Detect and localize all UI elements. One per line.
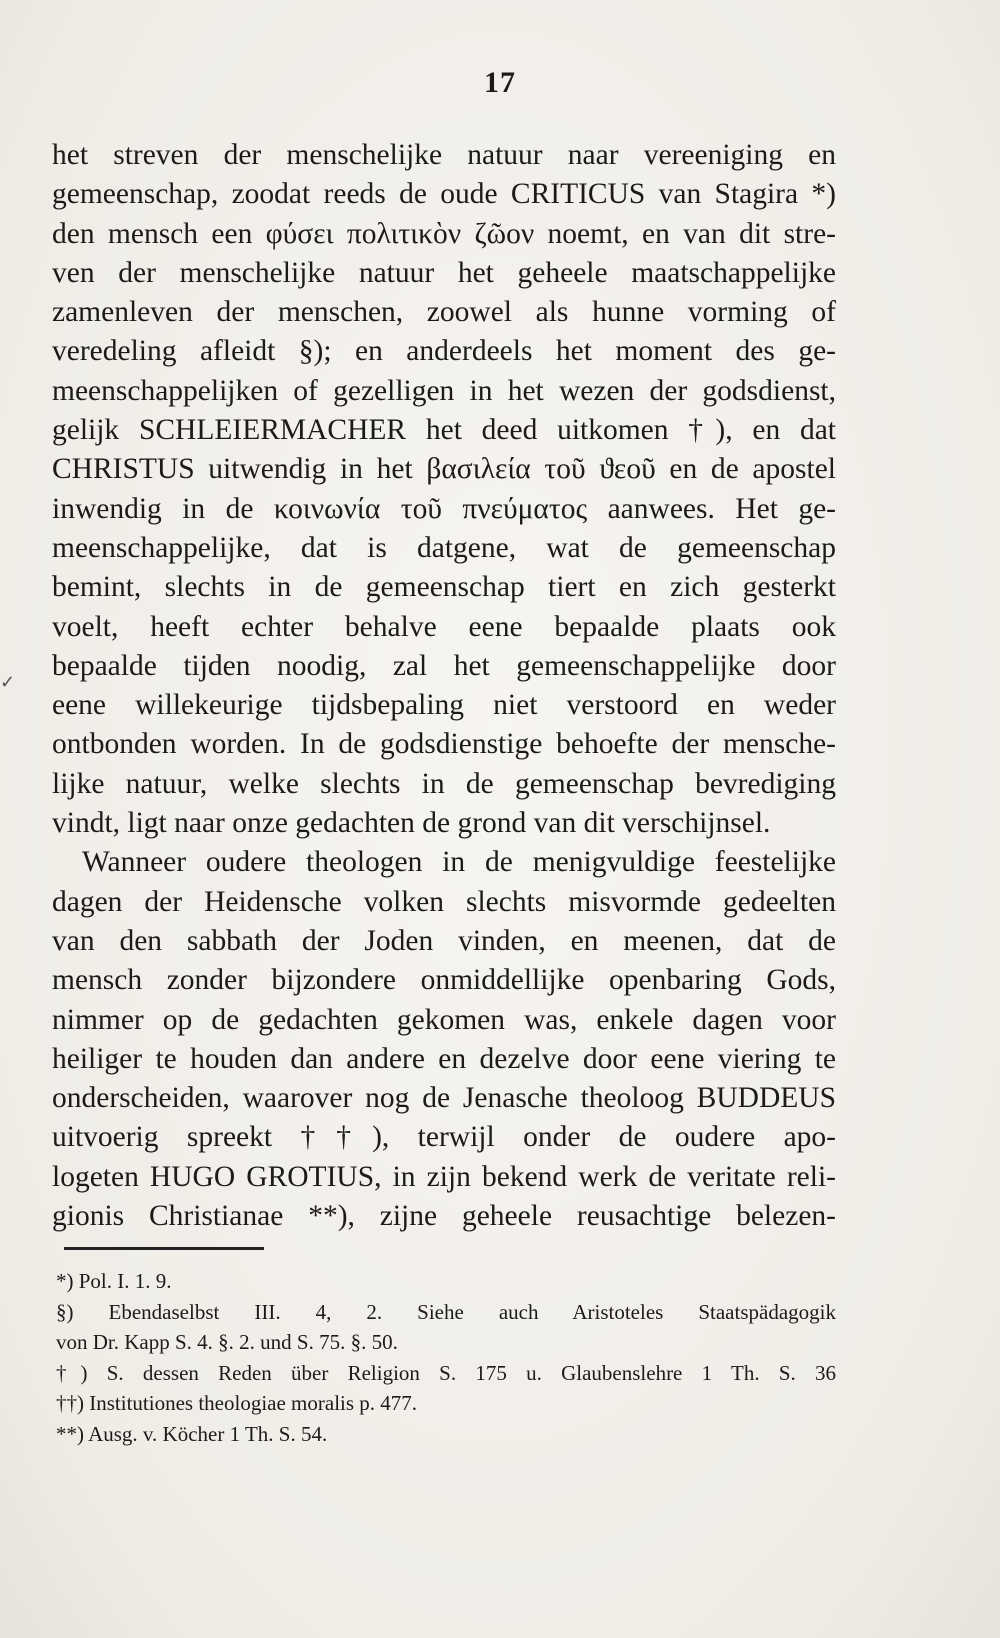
- body-line: CHRISTUS uitwendig in het βασιλεία τοῦ ϑεοῦ en de apostel: [52, 453, 836, 486]
- body-line: gionis Christianae **), zijne geheele reusachtige belezen-: [52, 1200, 836, 1233]
- footnotes: [56, 1266, 836, 1449]
- footnote: ††) Institutiones theologiae moralis p. 477.: [56, 1391, 418, 1415]
- body-line: ven der menschelijke natuur het geheele maatschappelijke: [52, 256, 836, 289]
- footnote-continuation: von Dr. Kapp S. 4. §. 2. und S. 75. §. 50.: [56, 1330, 398, 1354]
- body-line: veredeling afleidt §); en anderdeels het moment des ge-: [52, 335, 836, 368]
- footnote: §) Ebendaselbst III. 4, 2. Siehe auch Aristoteles Staatspädagogik: [56, 1299, 836, 1324]
- body-line: nimmer op de gedachten gekomen was, enkele dagen voor: [52, 1003, 836, 1036]
- margin-tick-mark: ✓: [0, 672, 16, 692]
- footnote-rule: [64, 1247, 264, 1250]
- body-line: gelijk SCHLEIERMACHER het deed uitkomen †), en dat: [52, 414, 836, 447]
- body-line: vindt, ligt naar onze gedachten de grond van dit verschijnsel.: [52, 807, 771, 840]
- body-line: het streven der menschelijke natuur naar vereeniging en: [52, 139, 836, 171]
- body-line: bemint, slechts in de gemeenschap tiert en zich gesterkt: [52, 571, 836, 604]
- body-line: eene willekeurige tijdsbepaling niet verstoord en weder: [52, 689, 836, 722]
- footnote: *) Pol. I. 1. 9.: [56, 1269, 172, 1293]
- body-line: zamenleven der menschen, zoowel als hunne vorming of: [52, 296, 836, 329]
- body-line: mensch zonder bijzondere onmiddellijke openbaring Gods,: [52, 964, 836, 997]
- footnote: †) S. dessen Reden über Religion S. 175 u. Glaubenslehre 1 Th. S. 36: [56, 1360, 836, 1385]
- body-line: den mensch een φύσει πολιτικὸν ζῶον noemt, en van dit stre-: [52, 217, 836, 250]
- body-line: ontbonden worden. In de godsdienstige behoefte der mensche-: [52, 728, 836, 761]
- body-line: Wanneer oudere theologen in de menigvuldige feestelijke: [82, 846, 836, 879]
- body-line: gemeenschap, zoodat reeds de oude CRITICUS van Stagira *): [52, 178, 836, 211]
- body-line: uitvoerig spreekt ††), terwijl onder de oudere apo-: [52, 1121, 836, 1154]
- body-line: inwendig in de κοινωνία τοῦ πνεύματος aanwees. Het ge-: [52, 492, 836, 525]
- body-line: meenschappelijken of gezelligen in het wezen der godsdienst,: [52, 374, 836, 407]
- body-line: voelt, heeft echter behalve eene bepaalde plaats ook: [52, 610, 836, 643]
- body-line: onderscheiden, waarover nog de Jenasche theoloog BUDDEUS: [52, 1082, 836, 1115]
- page-number: 17: [484, 66, 516, 99]
- body-line: dagen der Heidensche volken slechts misvormde gedeelten: [52, 885, 836, 918]
- body-line: logeten HUGO GROTIUS, in zijn bekend werk de veritate reli-: [52, 1160, 836, 1193]
- body-line: heiliger te houden dan andere en dezelve door eene viering te: [52, 1042, 836, 1075]
- body-line: meenschappelijke, dat is datgene, wat de gemeenschap: [52, 531, 836, 564]
- body-line: lijke natuur, welke slechts in de gemeenschap bevrediging: [52, 767, 836, 800]
- body-line: van den sabbath der Joden vinden, en meenen, dat de: [52, 924, 836, 957]
- body-line: bepaalde tijden noodig, zal het gemeenschappelijke door: [52, 649, 836, 682]
- body-text: [52, 136, 836, 1236]
- footnote: **) Ausg. v. Köcher 1 Th. S. 54.: [56, 1421, 328, 1446]
